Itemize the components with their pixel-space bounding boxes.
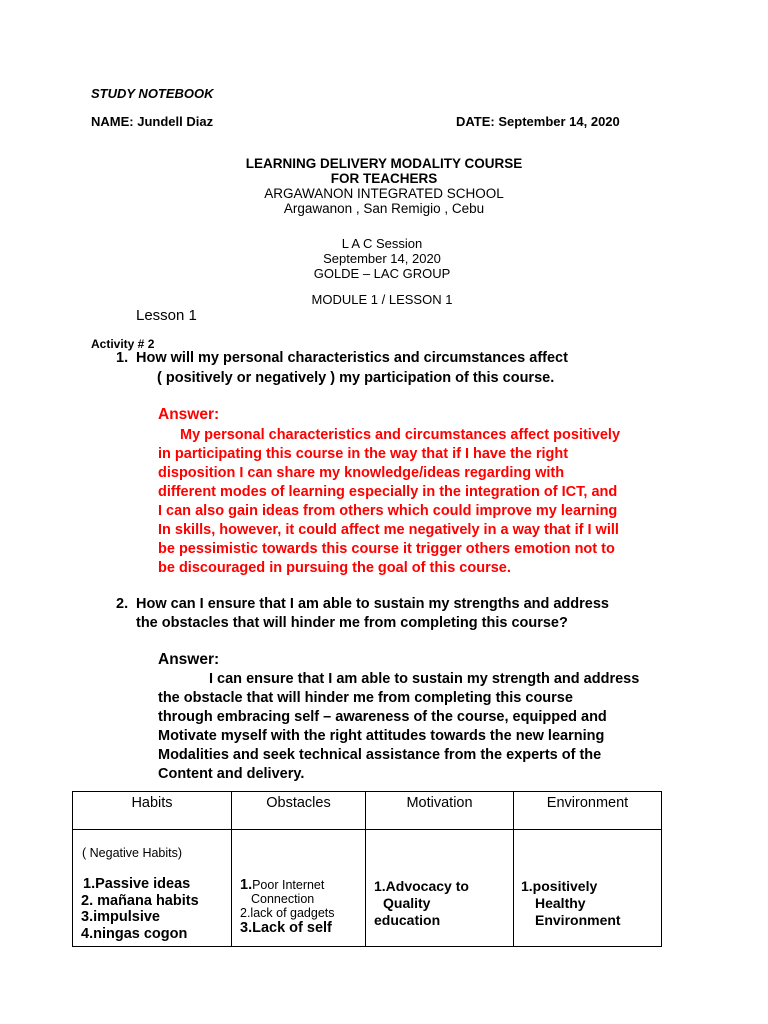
environment-list bbox=[521, 878, 621, 929]
notebook-title: STUDY NOTEBOOK bbox=[91, 86, 214, 101]
obstacle-number: 1. bbox=[240, 877, 253, 893]
q1-answer-line: In skills, however, it could affect me negatively in a way that if I will bbox=[158, 522, 619, 538]
q1-answer-line: disposition I can share my knowledge/ideas regarding with bbox=[158, 465, 565, 481]
habits-note: ( Negative Habits) bbox=[82, 846, 183, 860]
obstacle-item: 3.Lack of self bbox=[240, 920, 332, 936]
session-block bbox=[0, 236, 766, 281]
q1-text-line2: ( positively or negatively ) my participation of this course. bbox=[157, 370, 555, 386]
student-name: NAME: Jundell Diaz bbox=[91, 114, 214, 129]
module-label: MODULE 1 / LESSON 1 bbox=[311, 292, 453, 307]
habit-item: 1.Passive ideas bbox=[83, 876, 191, 892]
environment-item: 1.positively bbox=[521, 878, 598, 894]
q2-answer-label: Answer: bbox=[158, 651, 220, 668]
course-heading bbox=[0, 156, 768, 216]
q2-answer-line: Motivate myself with the right attitudes towards the new learning bbox=[158, 728, 605, 744]
school-name: ARGAWANON INTEGRATED SCHOOL bbox=[264, 186, 504, 201]
q2-text-line2: the obstacles that will hinder me from completing this course? bbox=[136, 615, 568, 631]
q1-answer-line: different modes of learning especially in the integration of ICT, and bbox=[158, 484, 618, 500]
environment-item: Environment bbox=[535, 912, 621, 928]
course-title-line1: LEARNING DELIVERY MODALITY COURSE bbox=[245, 156, 523, 171]
q1-answer-line: in participating this course in the way that if I have the right bbox=[158, 446, 569, 462]
table-header-obstacles: Obstacles bbox=[232, 792, 366, 830]
obstacles-list bbox=[240, 878, 335, 936]
q2-number: 2. bbox=[116, 596, 129, 612]
q2-answer-line: Modalities and seek technical assistance from the experts of the bbox=[158, 747, 602, 763]
motivation-cell bbox=[366, 830, 514, 947]
habit-item: 4.ningas cogon bbox=[81, 925, 188, 942]
q1-answer-line: My personal characteristics and circumstances affect positively bbox=[180, 427, 621, 443]
obstacle-item: Poor Internet bbox=[252, 878, 325, 892]
q1-answer-line: be discouraged in pursuing the goal of this course. bbox=[158, 560, 511, 576]
environment-item: Healthy bbox=[535, 895, 586, 911]
habits-cell bbox=[73, 830, 232, 947]
motivation-list bbox=[374, 878, 469, 929]
obstacle-item: 2.lack of gadgets bbox=[240, 906, 335, 920]
lesson-heading: Lesson 1 bbox=[136, 307, 197, 324]
table-header-motivation: Motivation bbox=[366, 792, 514, 830]
habit-item: 2. mañana habits bbox=[81, 892, 199, 909]
q1-answer-label: Answer: bbox=[158, 406, 220, 423]
motivation-item: Quality bbox=[383, 895, 431, 911]
q1-text-line1: How will my personal characteristics and circumstances affect bbox=[136, 350, 568, 366]
q1-answer-line: I can also gain ideas from others which could improve my learning bbox=[158, 503, 618, 519]
motivation-item: education bbox=[374, 912, 441, 928]
habit-item: 3.impulsive bbox=[81, 909, 160, 925]
session-date: September 14, 2020 bbox=[323, 251, 441, 266]
table-header-environment: Environment bbox=[514, 792, 662, 830]
q2-answer bbox=[158, 670, 639, 784]
table-header-habits: Habits bbox=[73, 792, 232, 830]
q2-answer-line: Content and delivery. bbox=[158, 766, 305, 782]
habits-table bbox=[72, 791, 662, 947]
table-header-row bbox=[73, 792, 662, 830]
session-name: L A C Session bbox=[341, 236, 423, 251]
q2-answer-line: I can ensure that I am able to sustain my strength and address bbox=[209, 671, 640, 687]
obstacle-item: Connection bbox=[251, 892, 315, 906]
course-title-line2: FOR TEACHERS bbox=[330, 171, 438, 186]
environment-cell bbox=[514, 830, 662, 947]
habits-list bbox=[81, 876, 199, 942]
q2-answer-line: the obstacle that will hinder me from completing this course bbox=[158, 690, 573, 706]
obstacles-cell bbox=[232, 830, 366, 947]
motivation-item: 1.Advocacy to bbox=[374, 878, 469, 894]
q1-answer-line: be pessimistic towards this course it trigger others emotion not to bbox=[158, 541, 615, 557]
session-group: GOLDE – LAC GROUP bbox=[313, 266, 451, 281]
activity-label: Activity # 2 bbox=[91, 337, 155, 351]
document-date: DATE: September 14, 2020 bbox=[456, 114, 620, 129]
q1-number: 1. bbox=[116, 350, 129, 366]
q1-answer bbox=[158, 426, 620, 578]
table-row bbox=[73, 830, 662, 947]
q2-answer-line: through embracing self – awareness of the course, equipped and bbox=[158, 709, 607, 725]
q2-text-line1: How can I ensure that I am able to sustain my strengths and address bbox=[136, 596, 609, 612]
school-address: Argawanon , San Remigio , Cebu bbox=[283, 201, 485, 216]
